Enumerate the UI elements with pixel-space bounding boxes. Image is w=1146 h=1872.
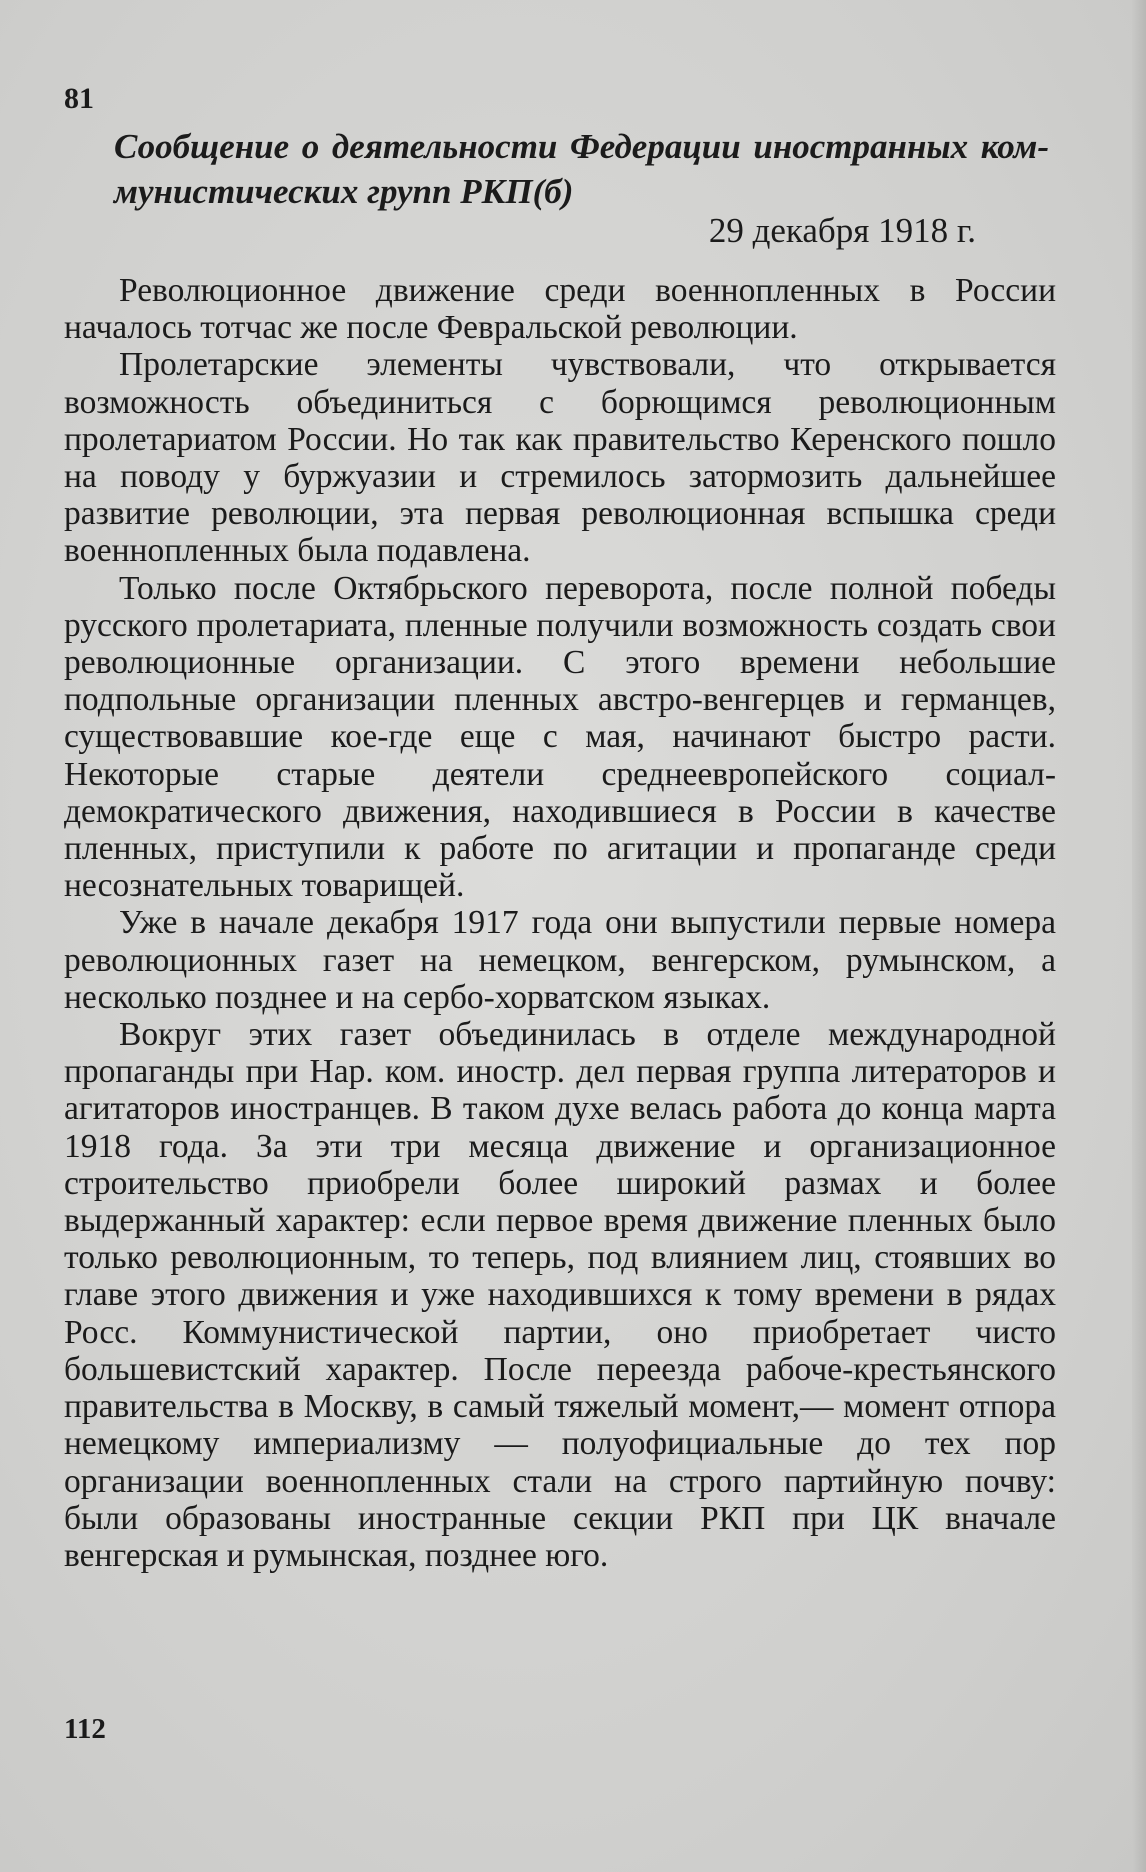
page-edge-shadow (1132, 0, 1146, 1872)
paragraph-1: Революционное движение среди военнопленных в России началось тотчас же после Февральской революции. (64, 272, 1056, 347)
document-number: 81 (64, 82, 94, 115)
paragraph-3: Только после Октябрьского переворота, после полной победы русского пролетариата, пленные получили возможность создать свои революционные организации. С этого времени небольшие подпольные организации пленных австро-венгерцев и германцев, существовавшие кое-где еще с мая, начинают быстро расти. Некоторые старые деятели среднеевропейского социал-демократического движения, находившиеся в России в качестве пленных, приступили к работе по агитации и пропаганде среди несознательных товарищей. (64, 569, 1056, 905)
document-date: 29 декабря 1918 г. (708, 211, 976, 250)
document-title: Сообщение о деятельности Федерации иностранных ком-мунистических групп РКП(б) (114, 127, 1049, 211)
paragraph-5: Вокруг этих газет объединилась в отделе международной пропаганды при Нар. ком. иностр. дел первая группа литераторов и агитаторов иностранцев. В таком духе велась работа до конца марта 1918 года. За эти три месяца движение и организационное строительство приобрели более широкий размах и более выдержанный характер: если первое время движение пленных было только революционным, то теперь, под влиянием лиц, стоявших во главе этого движения и уже находившихся к тому времени в рядах Росс. Коммунистической партии, оно приобретает чисто большевистский характер. После переезда рабоче-крестьянского правительства в Москву, в самый тяжелый момент,— момент отпора немецкому империализму — полуофициальные до тех пор организации военнопленных стали на строго партийную почву: были образованы иностранные секции РКП при ЦК вначале венгерская и румынская, позднее юго. (64, 1016, 1056, 1574)
page-number: 112 (64, 1713, 106, 1745)
paragraph-4: Уже в начале декабря 1917 года они выпустили первые номера революционных газет на немецком, венгерском, румынском, а несколько позднее и на сербо-хорватском языках. (64, 904, 1056, 1016)
body-text (64, 272, 1056, 1574)
paragraph-2: Пролетарские элементы чувствовали, что открывается возможность объединиться с борющимся революционным пролетариатом России. Но так как правительство Керенского пошло на поводу у буржуазии и стремилось затормозить дальнейшее развитие революции, эта первая революционная вспышка среди военнопленных была подавлена. (64, 346, 1056, 570)
